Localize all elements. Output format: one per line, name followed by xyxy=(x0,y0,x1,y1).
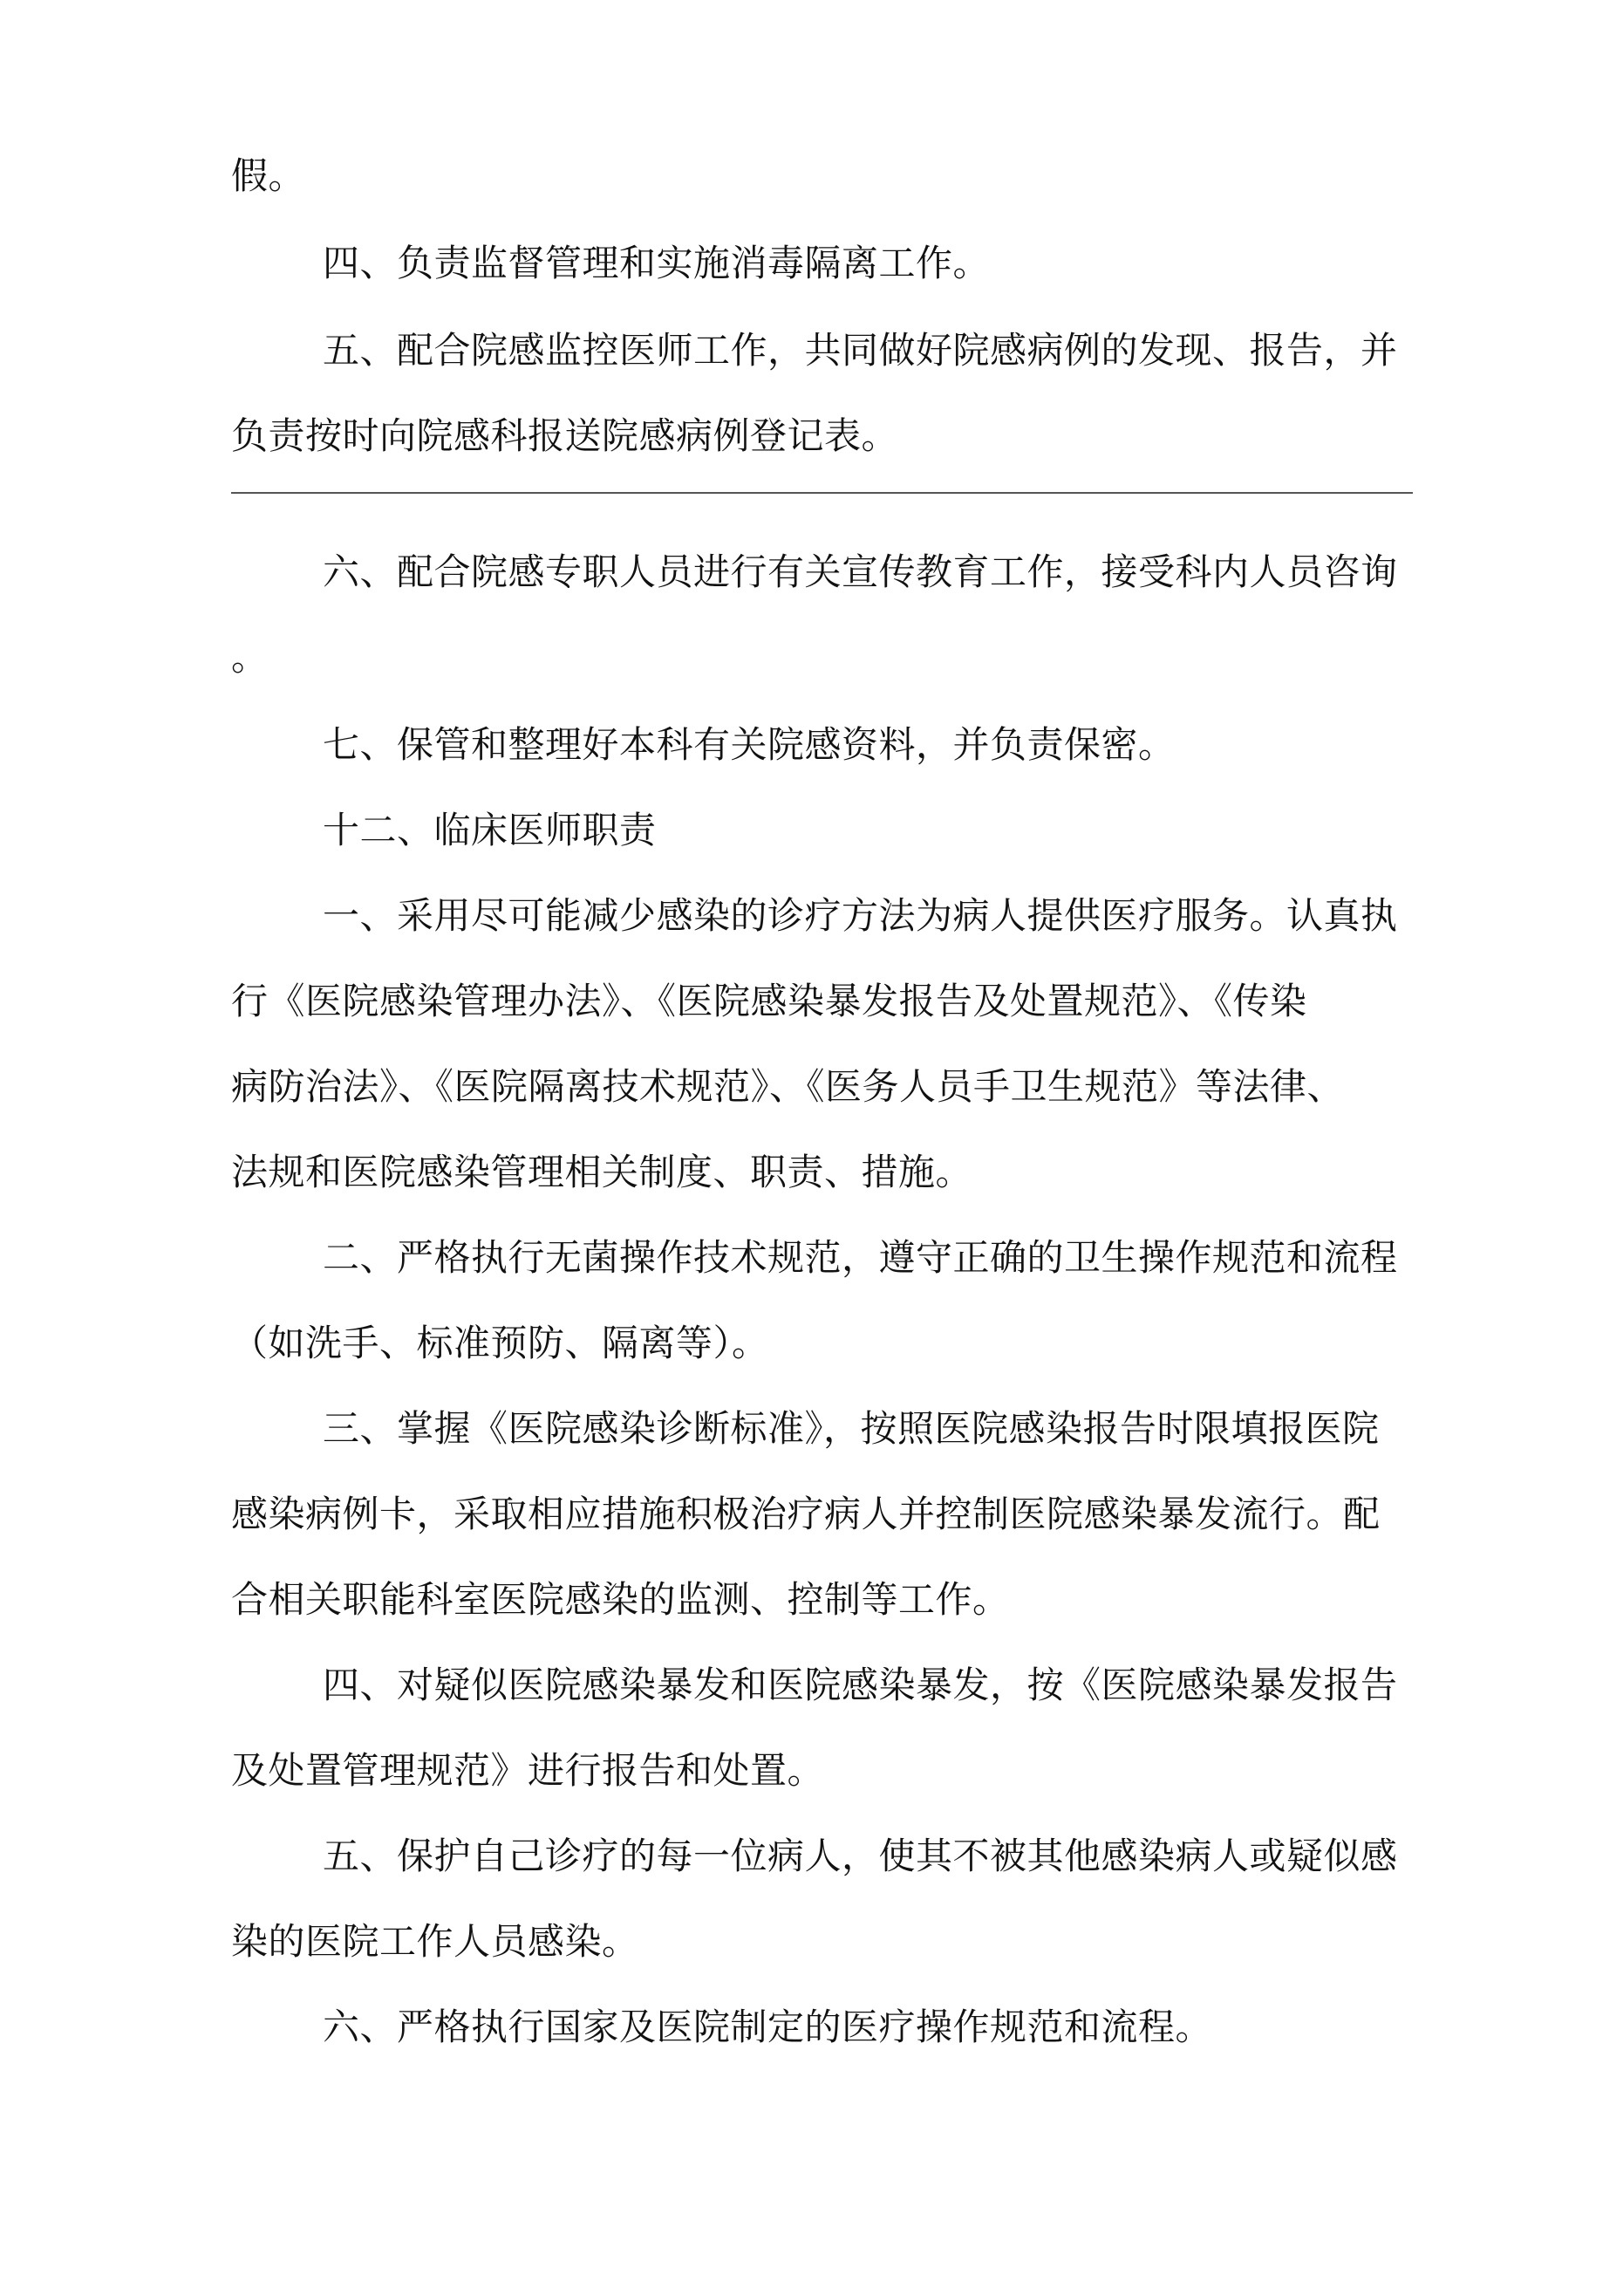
text-line: 感染病例卡，采取相应措施积极治疗病人并控制医院感染暴发流行。配 xyxy=(231,1493,1381,1535)
text-line: 合相关职能科室医院感染的监测、控制等工作。 xyxy=(231,1578,1010,1621)
text-line: 五、保护自己诊疗的每一位病人，使其不被其他感染病人或疑似感 xyxy=(323,1835,1398,1877)
text-line: 六、配合院感专职人员进行有关宣传教育工作，接受科内人员咨询 xyxy=(323,550,1398,593)
text-line: 染的医院工作人员感染。 xyxy=(231,1920,639,1963)
text-line: 假。 xyxy=(231,154,306,197)
text-line: 一、采用尽可能减少感染的诊疗方法为病人提供医疗服务。认真执 xyxy=(323,894,1398,937)
text-line: （如洗手、标准预防、隔离等）。 xyxy=(231,1322,769,1364)
text-line: 病防治法》、《医院隔离技术规范》、《医务人员手卫生规范》等法律、 xyxy=(231,1065,1345,1108)
text-line: 负责按时向院感科报送院感病例登记表。 xyxy=(231,414,899,457)
text-line: 。 xyxy=(231,636,269,679)
text-line: 三、掌握《医院感染诊断标准》，按照医院感染报告时限填报医院 xyxy=(323,1407,1380,1450)
text-line: 五、配合院感监控医师工作，共同做好院感病例的发现、报告，并 xyxy=(323,329,1398,372)
text-line: 二、严格执行无菌操作技术规范，遵守正确的卫生操作规范和流程 xyxy=(323,1236,1398,1279)
text-line: 行《医院感染管理办法》、《医院感染暴发报告及处置规范》、《传染 xyxy=(231,980,1307,1022)
page-divider xyxy=(231,492,1413,494)
section-heading: 十二、临床医师职责 xyxy=(323,809,657,851)
text-line: 四、负责监督管理和实施消毒隔离工作。 xyxy=(323,242,991,284)
text-line: 及处置管理规范》进行报告和处置。 xyxy=(231,1749,825,1792)
text-line: 四、对疑似医院感染暴发和医院感染暴发，按《医院感染暴发报告 xyxy=(323,1664,1398,1706)
text-line: 七、保管和整理好本科有关院感资料，并负责保密。 xyxy=(323,723,1176,766)
text-line: 法规和医院感染管理相关制度、职责、措施。 xyxy=(231,1151,973,1193)
text-line: 六、严格执行国家及医院制定的医疗操作规范和流程。 xyxy=(323,2006,1213,2048)
